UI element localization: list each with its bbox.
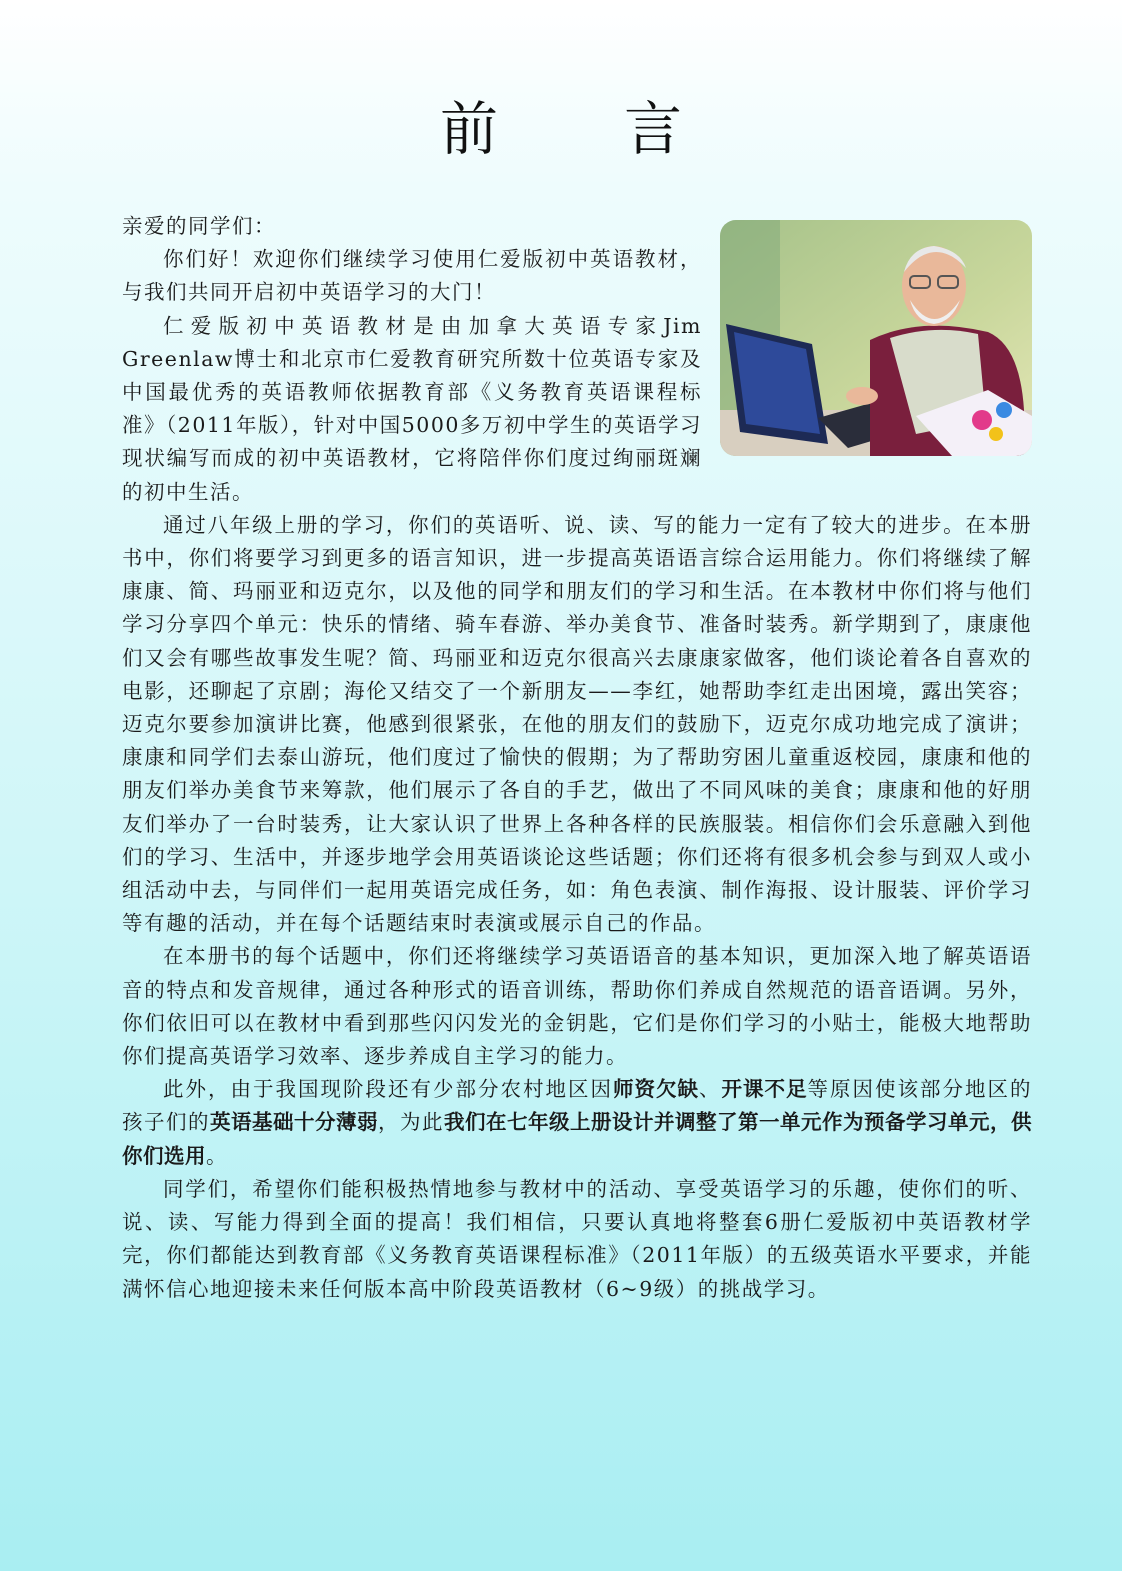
- emphasis-teacher-shortage: 师资欠缺: [613, 1077, 699, 1102]
- paragraph-4: 在本册书的每个话题中，你们还将继续学习英语语音的基本知识，更加深入地了解英语语音的特点和发音规律，通过各种形式的语音训练，帮助你们养成自然规范的语音语调。另外，你们依旧可以在教材中看到那些闪闪发光的金钥匙，它们是你们学习的小贴士，能极大地帮助你们提高英语学习效率、逐步养成自主学习的能力。: [122, 944, 1032, 1069]
- emphasis-weak-foundation: 英语基础十分薄弱: [210, 1110, 378, 1135]
- paragraph-5-text-a: 此外，由于我国现阶段还有少部分农村地区因: [163, 1077, 613, 1102]
- paragraph-5-text-i: 。: [206, 1143, 228, 1168]
- emphasis-preparatory-unit: 我们在七年级上册设计并调整了第一单元作为预备学习单元，供你们选用: [122, 1110, 1032, 1168]
- paragraph-1: 你们好！欢迎你们继续学习使用仁爱版初中英语教材，与我们共同开启初中英语学习的大门！: [122, 247, 702, 305]
- paragraph-2: 仁爱版初中英语教材是由加拿大英语专家Jim Greenlaw博士和北京市仁爱教育研究所数十位英语专家及中国最优秀的英语教师依据教育部《义务教育英语课程标准》（2011年版），针对中国5000多万初中学生的英语学习现状编写而成的初中英语教材，它将陪伴你们度过绚丽斑斓的初中生活。: [122, 313, 702, 504]
- emphasis-course-shortage: 开课不足: [721, 1077, 808, 1102]
- paragraph-3: 通过八年级上册的学习，你们的英语听、说、读、写的能力一定有了较大的进步。在本册书中，你们将要学习到更多的语言知识，进一步提高英语语言综合运用能力。你们将继续了解康康、简、玛丽亚和迈克尔，以及他的同学和朋友们的学习和生活。在本教材中你们将与他们学习分享四个单元：快乐的情绪、骑车春游、举办美食节、准备时装秀。新学期到了，康康他们又会有哪些故事发生呢？简、玛丽亚和迈克尔很高兴去康康家做客，他们谈论着各自喜欢的电影，还聊起了京剧；海伦又结交了一个新朋友——李红，她帮助李红走出困境，露出笑容；迈克尔要参加演讲比赛，他感到很紧张，在他的朋友们的鼓励下，迈克尔成功地完成了演讲；康康和同学们去泰山游玩，他们度过了愉快的假期；为了帮助穷困儿童重返校园，康康和他的朋友们举办美食节来筹款，他们展示了各自的手艺，做出了不同风味的美食；康康和他的好朋友们举办了一台时装秀，让大家认识了世界上各种各样的民族服装。相信你们会乐意融入到他们的学习、生活中，并逐步地学会用英语谈论这些话题；你们还将有很多机会参与到双人或小组活动中去，与同伴们一起用英语完成任务，如：角色表演、制作海报、设计服装、评价学习等有趣的活动，并在每个话题结束时表演或展示自己的作品。: [122, 512, 1032, 936]
- paragraph-5: [122, 1073, 1032, 1173]
- paragraph-6: 同学们，希望你们能积极热情地参与教材中的活动、享受英语学习的乐趣，使你们的听、说、读、写能力得到全面的提高！我们相信，只要认真地将整套6册仁爱版初中英语教材学完，你们都能达到教育部《义务教育英语课程标准》（2011年版）的五级英语水平要求，并能满怀信心地迎接未来任何版本高中阶段英语教材（6~9级）的挑战学习。: [122, 1176, 1032, 1301]
- page-title: 前 言: [439, 95, 716, 163]
- preface-body: [122, 210, 1032, 1306]
- author-photo: [720, 220, 1032, 456]
- paragraph-5-text-e: 等原因使该部分地区的孩子们的: [122, 1077, 1032, 1135]
- paragraph-5-text-g: ，为此: [378, 1110, 444, 1135]
- salutation: 亲爱的同学们：: [122, 214, 276, 238]
- paragraph-5-text-c: 、: [699, 1077, 722, 1102]
